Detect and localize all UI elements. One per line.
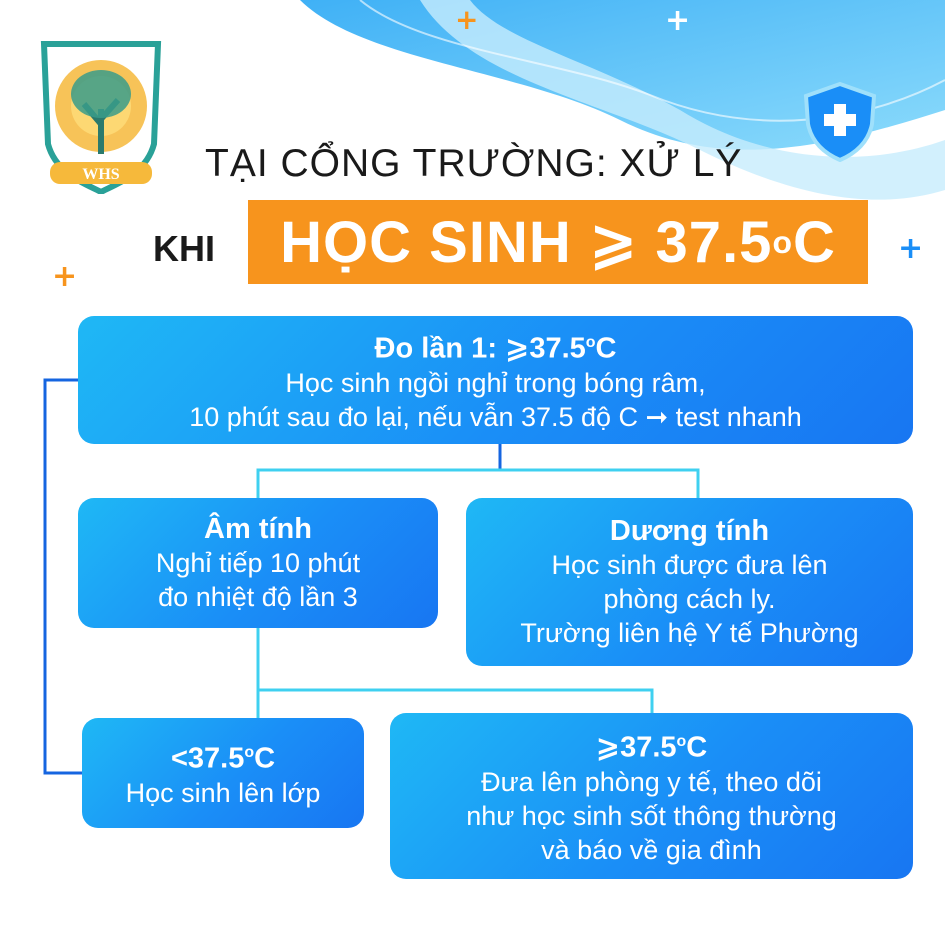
connector-split-bar [258,470,698,498]
first-measure-heading-text: Đo lần 1: ⩾37.5 [374,332,586,365]
positive-heading: Dương tính [609,515,770,547]
title-khi: KHI [153,228,215,269]
title-line1: TẠI CỔNG TRƯỜNG: XỬ LÝ [205,142,743,185]
positive-line2: phòng cách ly. [603,584,776,614]
first-measure-heading [78,326,913,365]
degree-sign: o [244,744,255,762]
negative-heading: Âm tính [204,513,312,545]
negative-line2: đo nhiệt độ lần 3 [158,582,358,612]
title-highlight-text: HỌC SINH ⩾ 37.5 [280,210,773,275]
above-heading-unit: C [686,731,708,764]
box-negative [78,498,438,628]
plus-icon: + [665,3,691,38]
above-heading [390,725,913,764]
first-measure-line1: Học sinh ngồi nghỉ trong bóng râm, [285,367,706,398]
below-heading-text: <37.5 [170,742,245,775]
below-line1: Học sinh lên lớp [125,777,321,808]
box-positive [466,498,913,666]
first-measure-line2: 10 phút sau đo lại, nếu vẫn 37.5 độ C ➞ test nhanh [189,401,802,432]
title-highlight-unit: C [792,209,836,275]
plus-icon: + [898,231,924,266]
degree-sign: o [676,733,687,751]
box-above-threshold [390,713,913,879]
above-heading-text: ⩾37.5 [595,731,677,764]
positive-line1: Học sinh được đưa lên [551,550,828,580]
positive-line3: Trường liên hệ Y tế Phường [520,618,859,648]
above-line3: và báo về gia đình [541,834,762,865]
negative-line1: Nghỉ tiếp 10 phút [155,548,361,578]
box-below-threshold [82,718,364,828]
plus-icon: + [455,3,479,36]
plus-icon: + [52,259,78,294]
below-heading [82,736,364,775]
above-line1: Đưa lên phòng y tế, theo dõi [481,766,822,797]
degree-sign: o [585,334,596,352]
logo-text: WHS [82,166,120,183]
above-line2: như học sinh sốt thông thường [466,800,837,831]
first-measure-heading-unit: C [595,332,617,365]
below-heading-unit: C [254,742,276,775]
box-first-measure [78,316,913,444]
degree-sign: o [772,223,793,260]
connector-left [45,380,82,773]
